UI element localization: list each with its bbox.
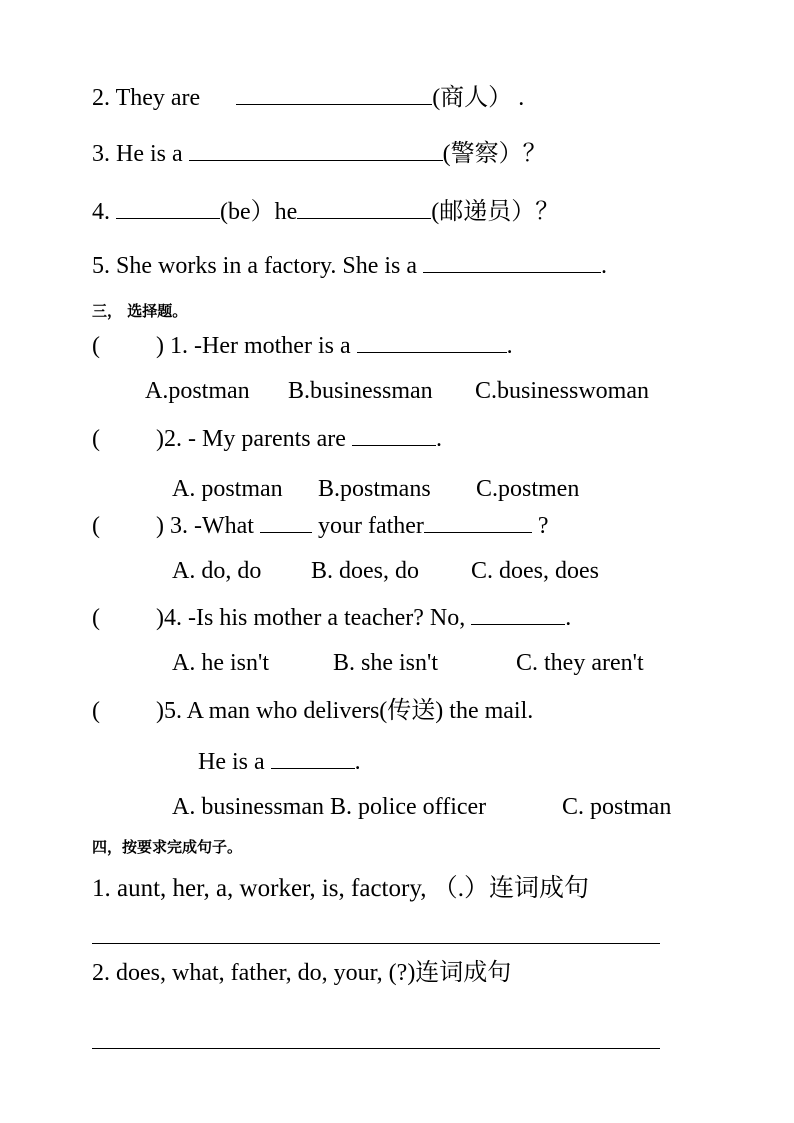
- option-a-b: A. businessman B. police officer: [172, 794, 487, 820]
- question-end: .: [506, 333, 513, 359]
- question-end: .: [601, 253, 608, 279]
- paren-close: ): [156, 513, 164, 539]
- option-c: C.postmen: [476, 476, 580, 502]
- answer-blank[interactable]: [297, 196, 431, 219]
- answer-blank[interactable]: [271, 746, 355, 769]
- mc-question-2: [92, 423, 442, 454]
- hint-text: (邮递员）？: [431, 199, 560, 225]
- option-a: A. he isn't: [172, 650, 269, 676]
- answer-blank[interactable]: [260, 510, 312, 533]
- option-a: A. postman: [172, 476, 283, 502]
- question-4: [92, 196, 559, 227]
- hint-text: (商人）: [432, 85, 513, 111]
- question-end: .: [565, 605, 572, 631]
- option-b: B. she isn't: [333, 650, 438, 676]
- question-text: He is a: [198, 749, 265, 775]
- mc-question-1: [92, 330, 513, 361]
- paren-open: (: [92, 698, 100, 724]
- question-end: ?: [537, 513, 549, 539]
- option-c: C.businesswoman: [475, 378, 649, 404]
- option-b: B. does, do: [311, 558, 419, 584]
- section-3-title: 三， 选择题。: [92, 302, 188, 320]
- answer-blank[interactable]: [189, 138, 443, 161]
- paren-open: (: [92, 333, 100, 359]
- question-end: .: [435, 426, 442, 452]
- reorder-question-2: 2. does, what, father, do, your, (?)连词成句: [92, 960, 512, 986]
- option-c: C. does, does: [471, 558, 599, 584]
- answer-blank[interactable]: [424, 510, 532, 533]
- section-4-title: 四，按要求完成句子。: [92, 838, 243, 856]
- question-number: 5.: [92, 253, 110, 279]
- paren-close: ): [156, 605, 164, 631]
- option-c: C. postman: [562, 794, 672, 820]
- question-text: 4. -Is his mother a teacher? No,: [164, 605, 466, 631]
- question-text: She works in a factory. She is a: [116, 253, 418, 279]
- mc-question-5-line2: [198, 746, 361, 777]
- question-text: 2. - My parents are: [164, 426, 346, 452]
- question-text: 3. -What: [170, 513, 254, 539]
- answer-blank[interactable]: [236, 82, 432, 105]
- reorder-question-1: 1. aunt, her, a, worker, is, factory, （.）连词成句: [92, 875, 589, 902]
- question-text: (be）he: [220, 199, 298, 225]
- answer-blank[interactable]: [471, 602, 565, 625]
- mc-question-3: [92, 510, 549, 541]
- answer-blank[interactable]: [352, 423, 436, 446]
- question-end: .: [354, 749, 361, 775]
- mc-question-5: [92, 696, 533, 726]
- question-number: 2.: [92, 85, 110, 111]
- question-number: 3.: [92, 141, 110, 167]
- answer-blank[interactable]: [423, 250, 601, 273]
- paren-open: (: [92, 426, 100, 452]
- paren-open: (: [92, 513, 100, 539]
- question-number: 4.: [92, 199, 110, 225]
- mc-question-4: [92, 602, 571, 633]
- answer-blank[interactable]: [116, 196, 220, 219]
- question-3: [92, 138, 547, 169]
- answer-line[interactable]: [92, 943, 660, 944]
- paren-close: ): [156, 426, 164, 452]
- option-a: A. do, do: [172, 558, 262, 584]
- question-text: your father: [317, 513, 424, 539]
- answer-blank[interactable]: [357, 330, 507, 353]
- question-text: They are: [115, 85, 201, 111]
- question-2: [92, 82, 524, 113]
- hint-text: (警察）？: [442, 141, 547, 167]
- option-b: B.postmans: [318, 476, 431, 502]
- option-a: A.postman: [145, 378, 250, 404]
- option-b: B.businessman: [288, 378, 433, 404]
- question-text: 5. A man who delivers(传送) the mail.: [164, 698, 534, 724]
- question-text: He is a: [116, 141, 183, 167]
- option-c: C. they aren't: [516, 650, 644, 676]
- question-text: 1. -Her mother is a: [170, 333, 351, 359]
- paren-open: (: [92, 605, 100, 631]
- question-end: .: [518, 85, 525, 111]
- paren-close: ): [156, 698, 164, 724]
- paren-close: ): [156, 333, 164, 359]
- answer-line[interactable]: [92, 1048, 660, 1049]
- question-5: [92, 250, 607, 281]
